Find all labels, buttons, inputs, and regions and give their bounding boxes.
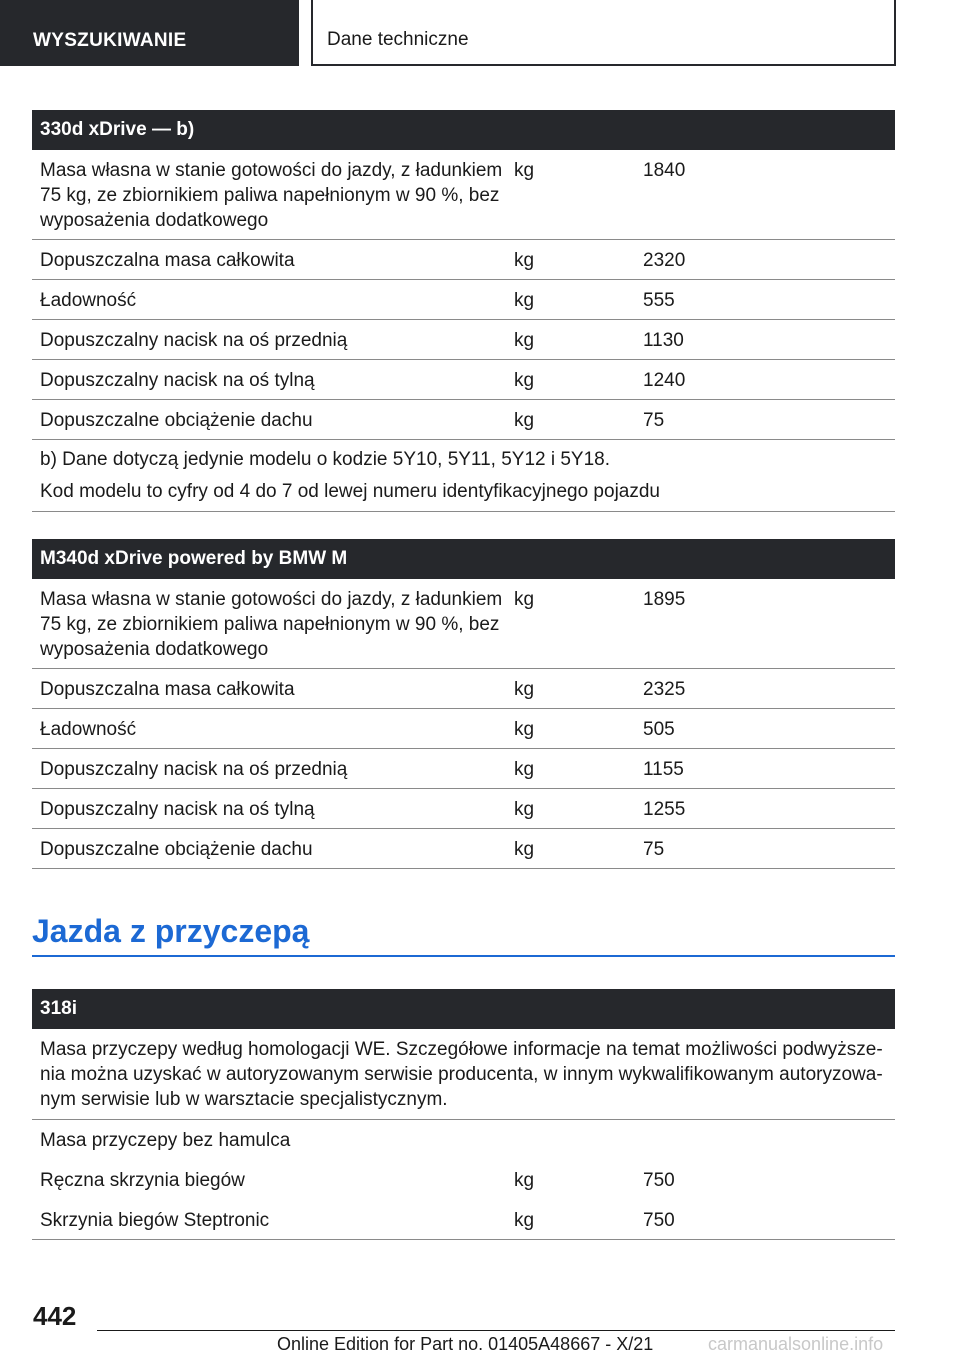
row-label: Dopuszczalny nacisk na oś tylną xyxy=(40,799,315,820)
row-unit: kg xyxy=(514,679,535,700)
table-row xyxy=(32,709,895,749)
table-row xyxy=(32,240,895,280)
row-value: 75 xyxy=(643,410,665,431)
table-row xyxy=(32,320,895,360)
row-unit: kg xyxy=(514,589,535,610)
spec-table-330d xyxy=(32,110,895,512)
row-label: Ręczna skrzynia biegów xyxy=(40,1170,245,1191)
row-value: 1155 xyxy=(643,759,684,780)
row-unit: kg xyxy=(514,839,535,860)
row-label: Ładowność xyxy=(40,290,137,311)
table-title: M340d xDrive powered by BMW M xyxy=(32,539,895,579)
row-value: 1130 xyxy=(643,330,684,351)
top-bar xyxy=(0,0,960,66)
page-number: 442 xyxy=(33,1301,77,1331)
row-unit: kg xyxy=(514,330,535,351)
row-value: 1255 xyxy=(643,799,686,820)
row-value: 750 xyxy=(643,1210,675,1231)
footer-edition: Online Edition for Part no. 01405A48667 - X/21 xyxy=(277,1334,654,1354)
row-value: 1895 xyxy=(643,589,686,610)
spec-table-m340d xyxy=(32,539,895,869)
table-footnote xyxy=(32,440,895,512)
table-row xyxy=(32,150,895,240)
table-row xyxy=(32,1120,895,1160)
row-subheading: Masa przyczepy bez hamulca xyxy=(40,1130,291,1151)
row-label: Dopuszczalny nacisk na oś przednią xyxy=(40,759,348,780)
table-row xyxy=(32,1160,895,1200)
row-unit: kg xyxy=(514,160,535,181)
row-unit: kg xyxy=(514,799,535,820)
table-row xyxy=(32,579,895,669)
watermark: carmanualsonline.info xyxy=(708,1334,884,1354)
row-unit: kg xyxy=(514,290,535,311)
row-unit: kg xyxy=(514,410,535,431)
row-label: Dopuszczalny nacisk na oś przednią xyxy=(40,330,348,351)
row-value: 555 xyxy=(643,290,675,311)
footnote-line: b) Dane dotyczą jedynie modelu o kodzie 5Y10, 5Y11, 5Y12 i 5Y18. xyxy=(40,449,611,470)
row-label: Dopuszczalne obciążenie dachu xyxy=(40,410,313,431)
row-unit: kg xyxy=(514,759,535,780)
table-title: 330d xDrive — b) xyxy=(32,110,895,150)
row-label: Dopuszczalny nacisk na oś tylną xyxy=(40,370,315,391)
row-unit: kg xyxy=(514,1210,535,1231)
table-row xyxy=(32,789,895,829)
table-description: Masa przyczepy według homologacji WE. Szczegółowe informacje na temat możliwości podwyższe-nia można uzyskać w autoryzowanym serwisie producenta, w innym wykwalifikowanym autoryzowa-nym serwisie lub w warsztacie specjalistycznym. xyxy=(32,1029,895,1120)
section-heading: Jazda z przyczepą xyxy=(32,913,895,957)
row-value: 750 xyxy=(643,1170,675,1191)
row-label: Skrzynia biegów Steptronic xyxy=(40,1210,270,1231)
row-unit: kg xyxy=(514,719,535,740)
table-row xyxy=(32,1200,895,1240)
row-value: 1240 xyxy=(643,370,686,391)
row-label: Dopuszczalna masa całkowita xyxy=(40,679,295,700)
row-label: Dopuszczalna masa całkowita xyxy=(40,250,295,271)
table-row xyxy=(32,749,895,789)
table-row xyxy=(32,280,895,320)
row-label: Masa własna w stanie gotowości do jazdy, z ładunkiem 75 kg, ze zbiornikiem paliwa napełnionym w 90 %, bez wyposażenia dodatkowego xyxy=(40,160,503,231)
table-row xyxy=(32,360,895,400)
row-value: 505 xyxy=(643,719,675,740)
row-value: 2325 xyxy=(643,679,686,700)
search-tab[interactable]: WYSZUKIWANIE xyxy=(0,0,299,66)
row-unit: kg xyxy=(514,250,535,271)
row-value: 75 xyxy=(643,839,665,860)
row-label: Ładowność xyxy=(40,719,137,740)
table-row xyxy=(32,400,895,440)
footnote-line: Kod modelu to cyfry od 4 do 7 od lewej numeru identyfikacyjnego pojazdu xyxy=(40,481,660,502)
table-title: 318i xyxy=(32,989,895,1029)
row-value: 2320 xyxy=(643,250,686,271)
row-label: Masa własna w stanie gotowości do jazdy, z ładunkiem 75 kg, ze zbiornikiem paliwa napełnionym w 90 %, bez wyposażenia dodatkowego xyxy=(40,589,503,660)
footer-divider xyxy=(97,1330,895,1331)
table-row xyxy=(32,829,895,869)
row-label: Dopuszczalne obciążenie dachu xyxy=(40,839,313,860)
row-unit: kg xyxy=(514,1170,535,1191)
row-value: 1840 xyxy=(643,160,686,181)
trailer-table-318i xyxy=(32,989,895,1240)
table-row xyxy=(32,669,895,709)
section-title-tab[interactable]: Dane techniczne xyxy=(311,0,896,66)
row-unit: kg xyxy=(514,370,535,391)
